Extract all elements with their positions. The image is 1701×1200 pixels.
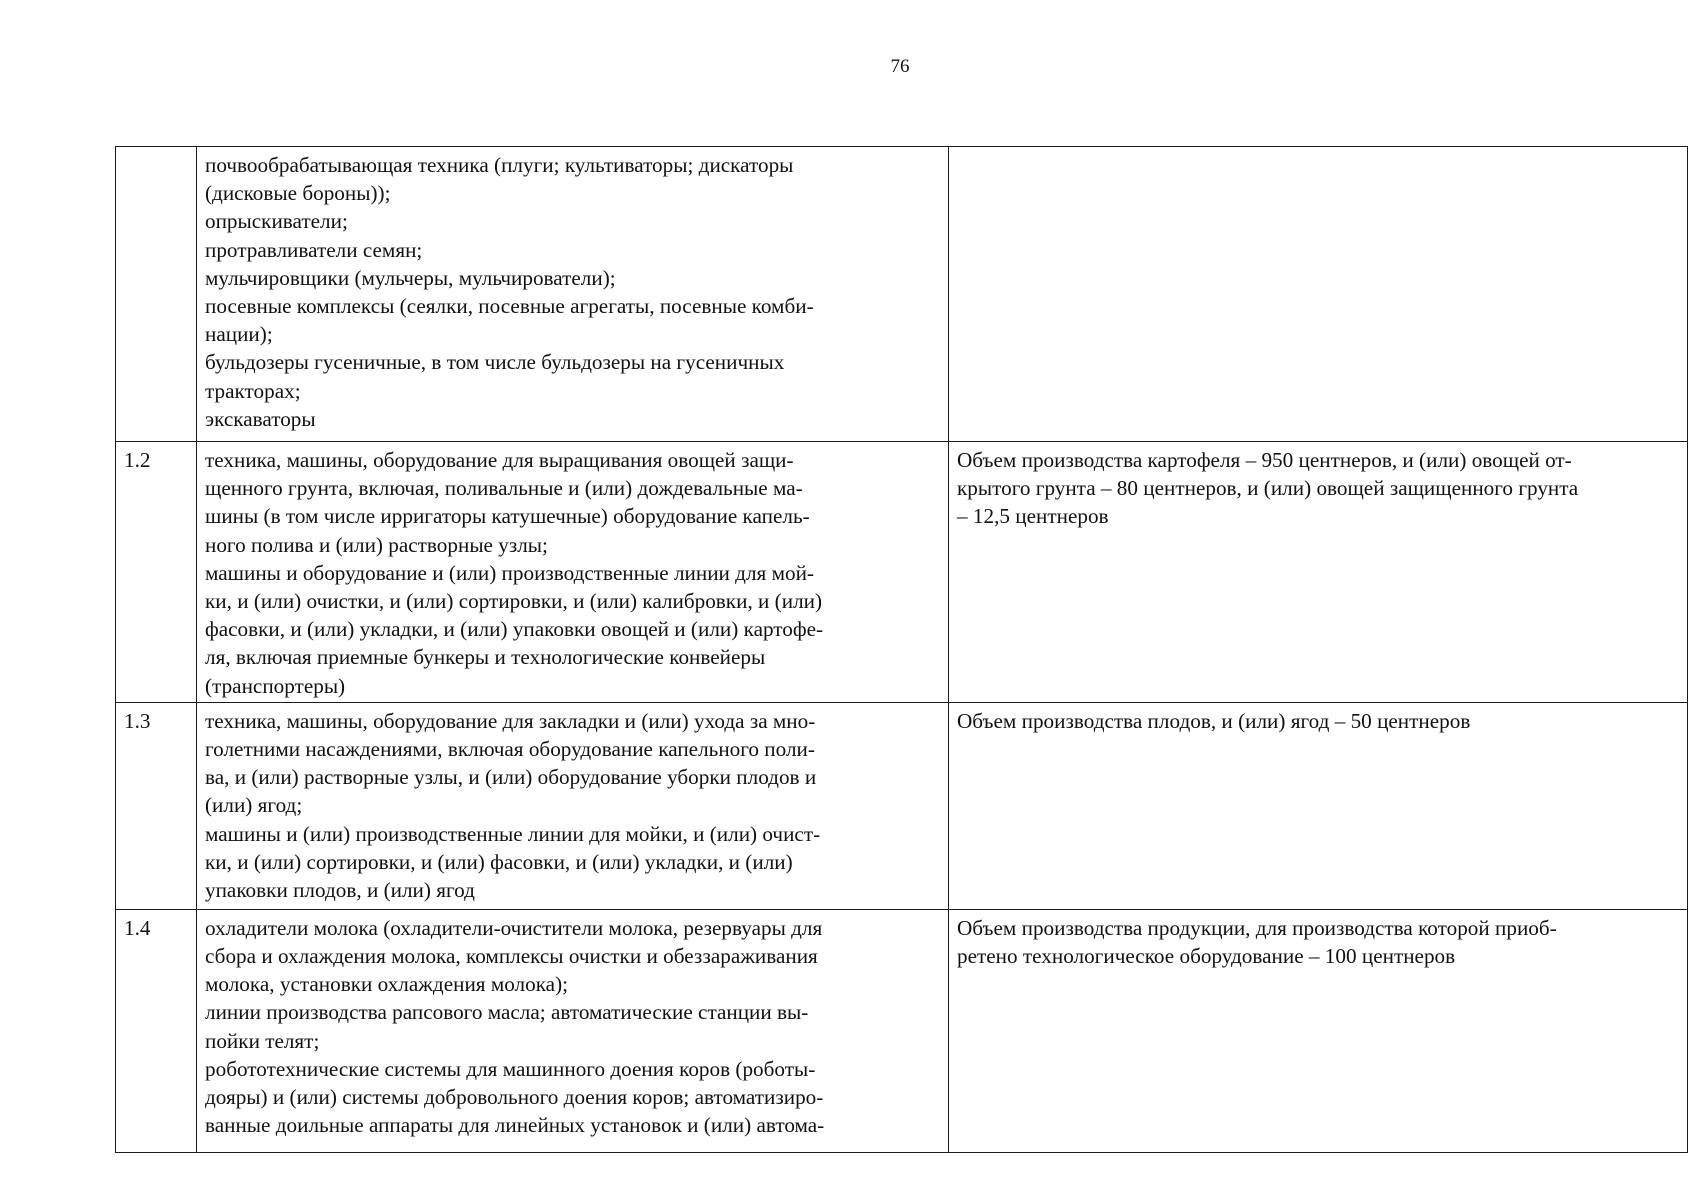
equipment-cell <box>197 909 949 1152</box>
page-number: 76 <box>890 56 910 77</box>
volume-line: крытого грунта – 80 центнеров, и (или) овощей защищенного грунта <box>957 476 1579 501</box>
volume-cell <box>949 147 1688 442</box>
equipment-line: ки, и (или) сортировки, и (или) фасовки, и (или) укладки, и (или) <box>205 849 793 874</box>
equipment-line: охладители молока (охладители-очистители молока, резервуары для <box>205 915 823 940</box>
row-number-cell: 1.4 <box>116 909 197 1152</box>
equipment-line: машины и (или) производственные линии для мойки, и (или) очист- <box>205 821 821 846</box>
equipment-line: фасовки, и (или) укладки, и (или) упаковки овощей и (или) картофе- <box>205 617 824 642</box>
equipment-line: ванные доильные аппараты для линейных установок и (или) автома- <box>205 1113 825 1138</box>
equipment-line: ва, и (или) растворные узлы, и (или) оборудование уборки плодов и <box>205 765 817 790</box>
equipment-line: голетними насаждениями, включая оборудование капельного поли- <box>205 737 815 762</box>
equipment-line: техника, машины, оборудование для выращивания овощей защи- <box>205 448 794 472</box>
equipment-line: пойки телят; <box>205 1028 320 1053</box>
equipment-cell <box>197 147 949 442</box>
equipment-line: протравливатели семян; <box>205 237 423 262</box>
equipment-line: (или) ягод; <box>205 793 303 818</box>
volume-cell <box>949 909 1688 1152</box>
table-row <box>116 702 1688 909</box>
equipment-line: упаковки плодов, и (или) ягод <box>205 878 475 903</box>
equipment-line: машины и оборудование и (или) производственные линии для мой- <box>205 560 814 585</box>
volume-line: Объем производства продукции, для производства которой приоб- <box>957 915 1557 940</box>
equipment-line: бульдозеры гусеничные, в том числе бульдозеры на гусеничных <box>205 350 785 375</box>
table-row <box>116 442 1688 703</box>
equipment-cell <box>197 702 949 909</box>
equipment-line: молока, установки охлаждения молока); <box>205 972 569 997</box>
equipment-table <box>115 146 1688 1153</box>
equipment-line: опрыскиватели; <box>205 209 348 234</box>
volume-line: Объем производства плодов, и (или) ягод – 50 центнеров <box>957 708 1471 733</box>
equipment-line: нации); <box>205 322 273 347</box>
equipment-line: (дисковые бороны)); <box>205 181 391 206</box>
equipment-line: (транспортеры) <box>205 673 346 698</box>
equipment-cell <box>197 442 949 703</box>
volume-line: ретено технологическое оборудование – 100 центнеров <box>957 944 1456 969</box>
equipment-line: робототехнические системы для машинного доения коров (роботы- <box>205 1056 816 1081</box>
table-row <box>116 909 1688 1152</box>
row-number-cell: 1.2 <box>116 442 197 703</box>
equipment-line: посевные комплексы (сеялки, посевные агрегаты, посевные комби- <box>205 294 814 319</box>
equipment-line: линии производства рапсового масла; автоматические станции вы- <box>205 1000 809 1025</box>
equipment-line: техника, машины, оборудование для закладки и (или) ухода за мно- <box>205 708 816 733</box>
equipment-line: ля, включая приемные бункеры и технологические конвейеры <box>205 645 766 670</box>
equipment-line: ки, и (или) очистки, и (или) сортировки, и (или) калибровки, и (или) <box>205 589 823 614</box>
row-number-cell: 1.3 <box>116 702 197 909</box>
equipment-line: дояры) и (или) системы добровольного доения коров; автоматизиро- <box>205 1085 824 1110</box>
equipment-line: щенного грунта, включая, поливальные и (или) дождевальные ма- <box>205 476 803 501</box>
volume-line: Объем производства картофеля – 950 центнеров, и (или) овощей от- <box>957 448 1572 472</box>
equipment-line: шины (в том числе ирригаторы катушечные) оборудование капель- <box>205 504 810 529</box>
volume-cell <box>949 442 1688 703</box>
equipment-line: тракторах; <box>205 378 301 403</box>
equipment-line: мульчировщики (мульчеры, мульчирователи); <box>205 265 616 290</box>
volume-cell <box>949 702 1688 909</box>
equipment-line: сбора и охлаждения молока, комплексы очистки и обеззараживания <box>205 944 818 969</box>
equipment-line: ного полива и (или) растворные узлы; <box>205 532 548 557</box>
row-number-cell <box>116 147 197 442</box>
equipment-line: почвообрабатывающая техника (плуги; культиваторы; дискаторы <box>205 153 794 177</box>
equipment-line: экскаваторы <box>205 406 316 431</box>
table-row <box>116 147 1688 442</box>
volume-line: – 12,5 центнеров <box>957 504 1109 529</box>
